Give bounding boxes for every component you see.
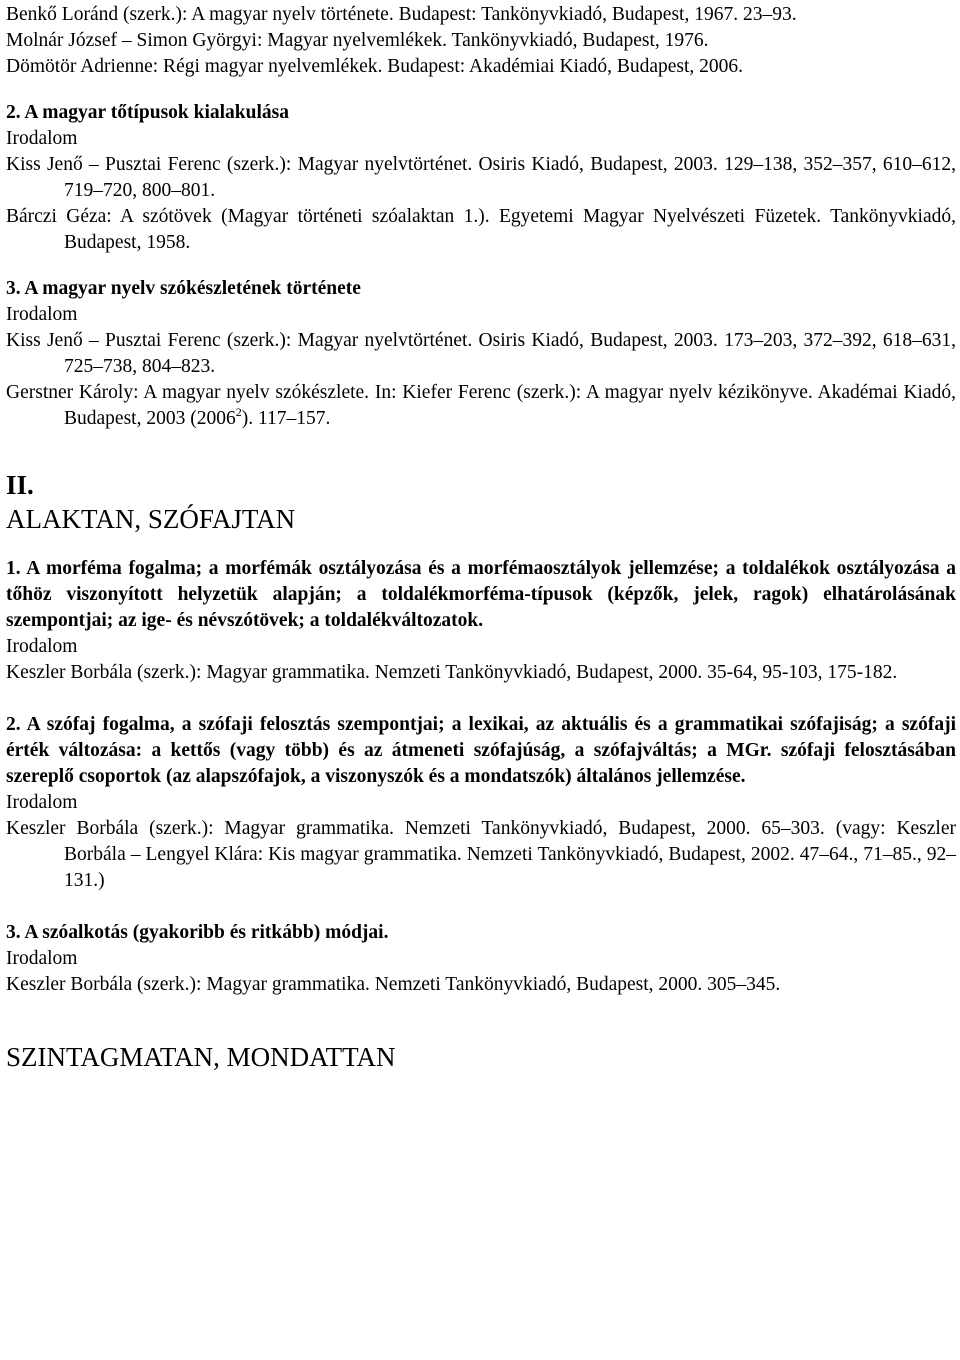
reference-entry: Molnár József – Simon Györgyi: Magyar nyelvemlékek. Tankönyvkiadó, Budapest, 1976. [6, 30, 709, 51]
superscript: 2 [235, 405, 242, 419]
reference-entry: Bárczi Géza: A szótövek (Magyar történeti szóalaktan 1.). Egyetemi Magyar Nyelvészeti Füzetek. Tankönyvkiadó, Budapest, 1958. [6, 206, 956, 253]
document-page [6, 2, 956, 1074]
literature-label: Irodalom [6, 792, 78, 813]
reference-entry: Dömötör Adrienne: Régi magyar nyelvemlékek. Budapest: Akadémiai Kiadó, Budapest, 2006. [6, 56, 744, 77]
topic-3 [6, 920, 956, 998]
reference-text: Gerstner Károly: A magyar nyelv szókészlete. In: Kiefer Ferenc (szerk.): A magyar nyelv kézikönyve. Akadémai Kiadó, Budapest, 2003 (2006 [6, 382, 956, 429]
topic-2 [6, 712, 956, 894]
part-title: SZINTAGMATAN, MONDATTAN [6, 1042, 396, 1072]
topic-heading: 3. A szóalkotás (gyakoribb és ritkább) módjai. [6, 922, 389, 943]
reference-text-tail: ). 117–157. [241, 408, 331, 429]
part-title: ALAKTAN, SZÓFAJTAN [6, 504, 296, 534]
literature-label: Irodalom [6, 636, 78, 657]
literature-label: Irodalom [6, 128, 78, 149]
part-numeral: II. [6, 470, 34, 500]
reference-entry: Benkő Loránd (szerk.): A magyar nyelv története. Budapest: Tankönyvkiadó, Budapest, 1967. 23–93. [6, 4, 797, 25]
literature-label: Irodalom [6, 304, 78, 325]
topic-1 [6, 556, 956, 686]
section-2 [6, 100, 956, 256]
top-references [6, 2, 956, 80]
literature-label: Irodalom [6, 948, 78, 969]
section-heading: 3. A magyar nyelv szókészletének története [6, 278, 361, 299]
topic-heading: 2. A szófaj fogalma, a szófaji felosztás szempontjai; a lexikai, az aktuális és a grammatikai szófajiság; a szófaji érték változása: a kettős (vagy több) és az átmeneti szófajúság, a szófajváltás; a MGr. szófaji felosztásában szereplő csoportok (az alapszófajok, a viszonyszók és a mondatszók) általános jellemzése. [6, 714, 956, 787]
reference-entry: Keszler Borbála (szerk.): Magyar grammatika. Nemzeti Tankönyvkiadó, Budapest, 2000. 65–303. (vagy: Keszler Borbála – Lengyel Klára: Kis magyar grammatika. Nemzeti Tankönyvkiadó, Budapest, 2002. 47–64., 71–85., 92–131.) [6, 818, 956, 891]
reference-entry: Keszler Borbála (szerk.): Magyar grammatika. Nemzeti Tankönyvkiadó, Budapest, 2000. 35-64, 95-103, 175-182. [6, 662, 898, 683]
reference-entry: Keszler Borbála (szerk.): Magyar grammatika. Nemzeti Tankönyvkiadó, Budapest, 2000. 305–345. [6, 974, 781, 995]
reference-entry: Kiss Jenő – Pusztai Ferenc (szerk.): Magyar nyelvtörténet. Osiris Kiadó, Budapest, 2003. 129–138, 352–357, 610–612, 719–720, 800–801. [6, 154, 956, 201]
section-3 [6, 276, 956, 432]
topic-heading: 1. A morféma fogalma; a morfémák osztályozása és a morfémaosztályok jellemzése; a toldalékok osztályozása a tőhöz viszonyított helyzetük alapján; a toldalékmorféma-típusok (képzők, jelek, ragok) elhatárolásának szempontjai; az ige- és névszótövek; a toldalékváltozatok. [6, 558, 956, 631]
reference-entry: Kiss Jenő – Pusztai Ferenc (szerk.): Magyar nyelvtörténet. Osiris Kiadó, Budapest, 2003. 173–203, 372–392, 618–631, 725–738, 804–823. [6, 330, 956, 377]
section-heading: 2. A magyar tőtípusok kialakulása [6, 102, 290, 123]
reference-entry [6, 380, 956, 432]
